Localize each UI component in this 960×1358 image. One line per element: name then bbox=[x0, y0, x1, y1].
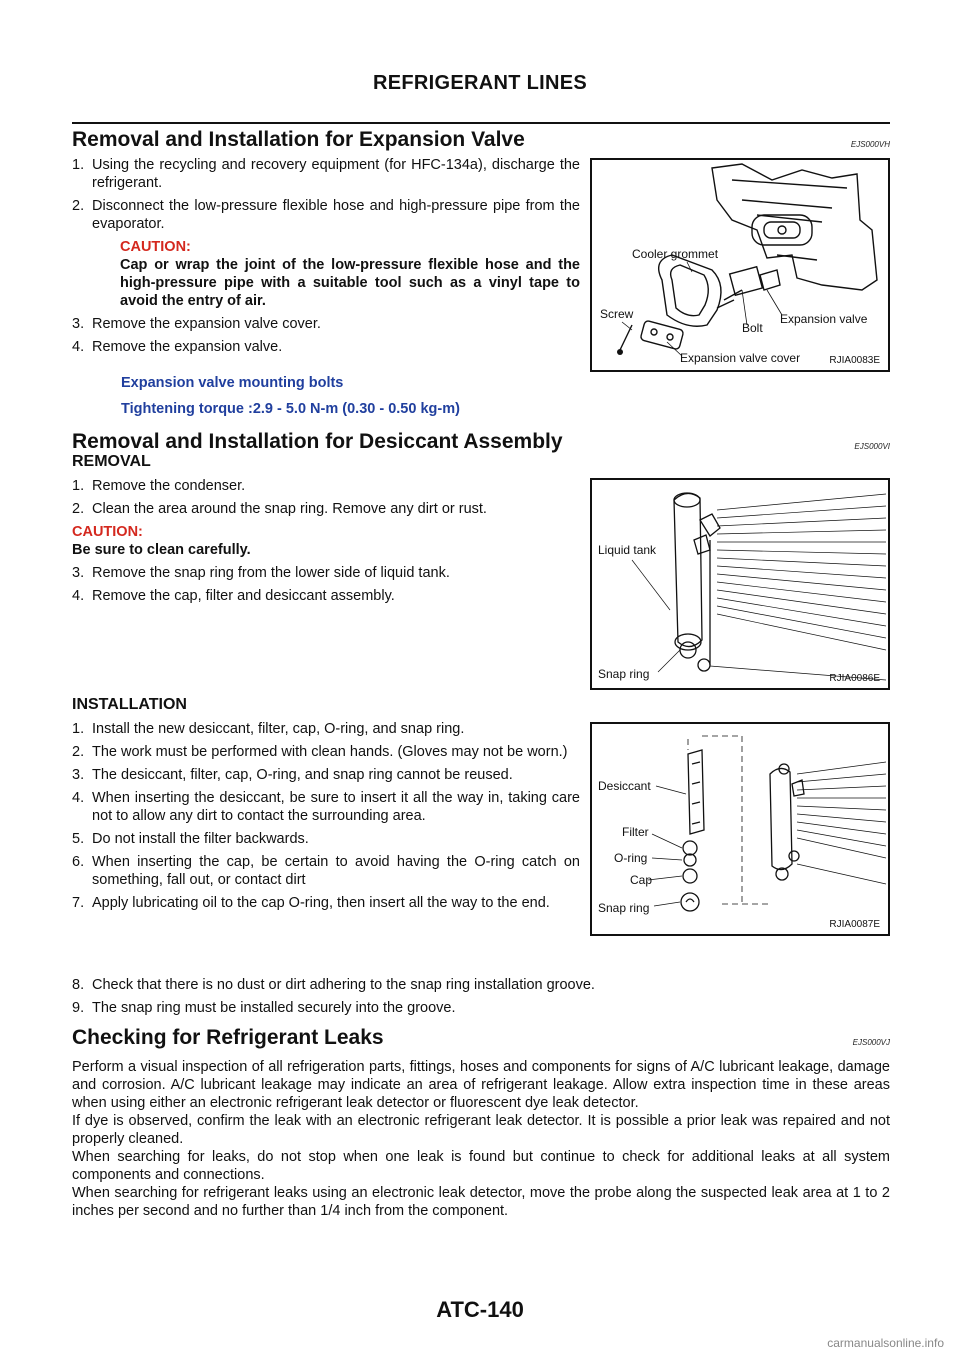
installation-steps bbox=[72, 720, 580, 917]
installation-steps-wide bbox=[72, 976, 890, 1022]
figure-id: RJIA0086E bbox=[829, 673, 880, 684]
section-code-desiccant: EJS000VI bbox=[854, 442, 890, 451]
list-item: 2. Clean the area around the snap ring. Remove any dirt or rust. bbox=[72, 501, 487, 517]
list-item: 7. Apply lubricating oil to the cap O-ring, then insert all the way to the end. bbox=[72, 895, 550, 911]
caution-text: Be sure to clean carefully. bbox=[72, 542, 251, 558]
label-expansion-valve: Expansion valve bbox=[780, 312, 868, 326]
page-number: ATC-140 bbox=[436, 1297, 524, 1322]
torque-spec: Tightening torque :2.9 - 5.0 N-m (0.30 - 0.50 kg-m) bbox=[121, 401, 460, 417]
expansion-steps bbox=[72, 156, 580, 361]
header-rule bbox=[72, 122, 890, 124]
label-desiccant: Desiccant bbox=[598, 779, 651, 793]
list-item: 2. Disconnect the low-pressure flexible hose and high-pressure pipe from the evaporator. bbox=[72, 198, 580, 232]
caution-text: Cap or wrap the joint of the low-pressure flexible hose and the high-pressure pipe with a suitable tool such as a vinyl tape to avoid the entry of air. bbox=[120, 257, 580, 309]
list-item: 3. Remove the snap ring from the lower side of liquid tank. bbox=[72, 565, 450, 581]
paragraph: If dye is observed, confirm the leak with an electronic refrigerant leak detector. It is possible a prior leak was repaired and not properly cleaned. bbox=[72, 1113, 890, 1147]
leaks-body bbox=[72, 1058, 890, 1220]
figure-liquid-tank bbox=[590, 478, 890, 690]
removal-steps bbox=[72, 477, 580, 610]
label-expansion-valve-cover: Expansion valve cover bbox=[680, 351, 801, 365]
label-cooler-grommet: Cooler grommet bbox=[632, 247, 719, 261]
paragraph: When searching for leaks, do not stop when one leak is found but continue to check for additional leaks at all system components and connections. bbox=[72, 1149, 890, 1183]
list-item: 1. Remove the condenser. bbox=[72, 478, 246, 494]
label-bolt: Bolt bbox=[742, 321, 763, 335]
list-item: 1. Using the recycling and recovery equipment (for HFC-134a), discharge the refrigerant. bbox=[72, 157, 580, 191]
caution-label: CAUTION: bbox=[120, 239, 191, 255]
label-cap: Cap bbox=[630, 873, 653, 887]
section-title-expansion-valve: Removal and Installation for Expansion Valve bbox=[72, 128, 525, 151]
caution-block bbox=[72, 523, 580, 559]
label-snap-ring: Snap ring bbox=[598, 901, 650, 915]
figure-desiccant-parts bbox=[590, 722, 890, 936]
label-snap-ring: Snap ring bbox=[598, 667, 650, 681]
list-item: 8. Check that there is no dust or dirt adhering to the snap ring installation groove. bbox=[72, 977, 595, 993]
label-o-ring: O-ring bbox=[614, 851, 648, 865]
liquid-tank-diagram bbox=[592, 480, 888, 688]
list-item: 1. Install the new desiccant, filter, cap, O-ring, and snap ring. bbox=[72, 721, 465, 737]
watermark: carmanualsonline.info bbox=[827, 1336, 944, 1350]
list-item: 6. When inserting the cap, be certain to avoid having the O-ring catch on something, fall out, or contact dirt bbox=[72, 854, 580, 888]
list-item: 4. Remove the expansion valve. bbox=[72, 339, 283, 355]
figure-id: RJIA0087E bbox=[829, 919, 880, 930]
expansion-valve-diagram bbox=[592, 160, 888, 370]
label-filter: Filter bbox=[622, 825, 649, 839]
paragraph: When searching for refrigerant leaks using an electronic leak detector, move the probe along the suspected leak area at 1 to 2 inches per second and no further than 1/4 inch from the component. bbox=[72, 1185, 890, 1219]
list-item: 2. The work must be performed with clean hands. (Gloves may not be worn.) bbox=[72, 744, 568, 760]
paragraph: Perform a visual inspection of all refrigeration parts, fittings, hoses and components for signs of A/C lubricant leakage, damage and corrosion. A/C lubricant leakage may indicate an area of refrigerant leakage. Allow extra inspection time in these areas when using either an electronic refrigerant leak detector or fluorescent dye leak detector. bbox=[72, 1059, 890, 1111]
list-item: 3. Remove the expansion valve cover. bbox=[72, 316, 321, 332]
caution-label: CAUTION: bbox=[72, 524, 143, 540]
page-header: REFRIGERANT LINES bbox=[373, 72, 587, 94]
list-item: 4. When inserting the desiccant, be sure to insert it all the way in, taking care not to allow any dirt to contact the surrounding area. bbox=[72, 790, 580, 824]
desiccant-parts-diagram bbox=[592, 724, 888, 934]
torque-title: Expansion valve mounting bolts bbox=[121, 375, 344, 391]
installation-heading: INSTALLATION bbox=[72, 696, 187, 713]
list-item: 9. The snap ring must be installed securely into the groove. bbox=[72, 1000, 456, 1016]
list-item: 4. Remove the cap, filter and desiccant assembly. bbox=[72, 588, 395, 604]
figure-expansion-valve bbox=[590, 158, 890, 372]
section-title-leaks: Checking for Refrigerant Leaks bbox=[72, 1026, 384, 1049]
label-screw: Screw bbox=[600, 307, 634, 321]
caution-block bbox=[120, 238, 580, 310]
list-item: 3. The desiccant, filter, cap, O-ring, and snap ring cannot be reused. bbox=[72, 767, 513, 783]
section-title-desiccant: Removal and Installation for Desiccant Assembly bbox=[72, 430, 563, 453]
section-code-leaks: EJS000VJ bbox=[852, 1038, 890, 1047]
section-code-expansion-valve: EJS000VH bbox=[850, 140, 890, 149]
label-liquid-tank: Liquid tank bbox=[598, 543, 657, 557]
removal-heading: REMOVAL bbox=[72, 453, 151, 470]
figure-id: RJIA0083E bbox=[829, 355, 880, 366]
list-item: 5. Do not install the filter backwards. bbox=[72, 831, 309, 847]
